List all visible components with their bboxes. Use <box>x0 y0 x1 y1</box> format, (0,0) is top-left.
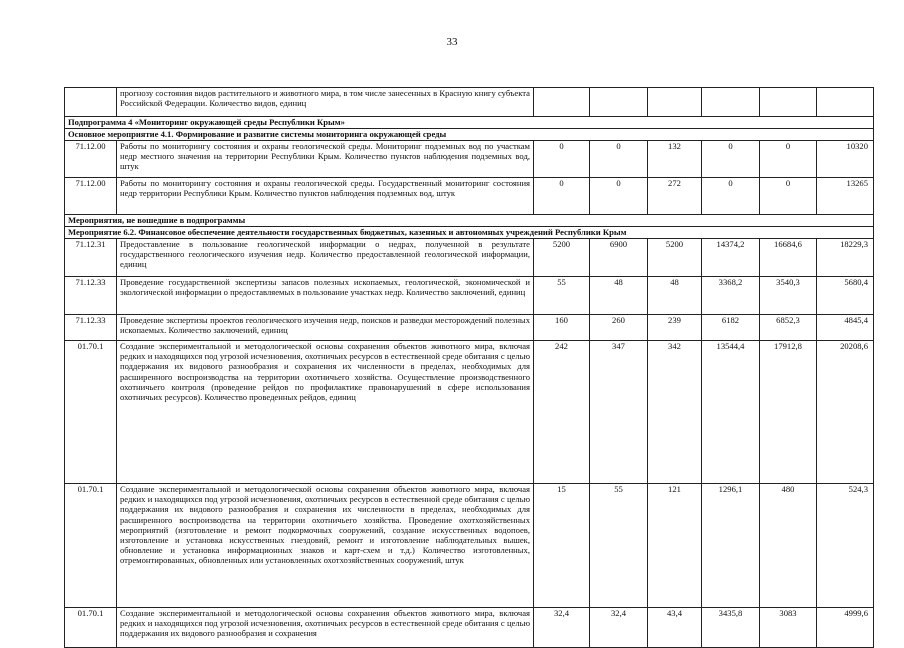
table-row <box>65 88 874 117</box>
value-cell-3: 239 <box>648 315 702 341</box>
okved-code-cell: 71.12.33 <box>65 315 117 341</box>
value-cell-4 <box>702 88 760 117</box>
value-cell-1 <box>534 88 590 117</box>
okved-code-cell: 71.12.00 <box>65 141 117 178</box>
value-cell-1: 15 <box>534 484 590 608</box>
value-cell-5: 0 <box>760 141 817 178</box>
value-cell-5 <box>760 88 817 117</box>
value-cell-3 <box>648 88 702 117</box>
value-cell-4: 14374,2 <box>702 239 760 277</box>
value-cell-3: 48 <box>648 277 702 315</box>
okved-code-cell: 01.70.1 <box>65 341 117 484</box>
value-cell-6 <box>817 88 874 117</box>
section-heading-row <box>65 215 874 227</box>
value-cell-6: 4999,6 <box>817 608 874 648</box>
section-heading: Мероприятие 6.2. Финансовое обеспечение деятельности государственных бюджетных, казенных и автономных учреждений Республики Крым <box>65 227 874 239</box>
okved-code-cell: 71.12.31 <box>65 239 117 277</box>
table-row <box>65 341 874 484</box>
section-heading-row <box>65 129 874 141</box>
value-cell-1: 242 <box>534 341 590 484</box>
value-cell-1: 0 <box>534 178 590 215</box>
value-cell-2: 260 <box>590 315 648 341</box>
value-cell-4: 0 <box>702 178 760 215</box>
table-row <box>65 315 874 341</box>
table-row <box>65 239 874 277</box>
okved-code-cell: 01.70.1 <box>65 608 117 648</box>
value-cell-6: 10320 <box>817 141 874 178</box>
value-cell-6: 5680,4 <box>817 277 874 315</box>
section-heading-row <box>65 117 874 129</box>
value-cell-3: 5200 <box>648 239 702 277</box>
value-cell-1: 0 <box>534 141 590 178</box>
description-cell: Проведение экспертизы проектов геологического изучения недр, поисков и разведки месторождений полезных ископаемых. Количество заключений, единиц <box>117 315 534 341</box>
value-cell-6: 18229,3 <box>817 239 874 277</box>
description-cell: Создание экспериментальной и методологической основы сохранения объектов животного мира, включая редких и находящихся под угрозой исчезновения, охотничьих ресурсов в естественной среде обитания с целью поддержания их видового разнообразия и сохранения их численности в пределах, необходимых для расширенного воспроизводства на территории охотничьего хозяйства. Осуществление производственного охотничьего контроля (проведение рейдов по профилактике правонарушений в сфере использования охотничьих ресурсов). Количество проведенных рейдов, единиц <box>117 341 534 484</box>
table-row <box>65 277 874 315</box>
value-cell-2: 347 <box>590 341 648 484</box>
page-number: 33 <box>446 36 458 48</box>
value-cell-5: 17912,8 <box>760 341 817 484</box>
value-cell-1: 55 <box>534 277 590 315</box>
value-cell-5: 6852,3 <box>760 315 817 341</box>
description-cell: Работы по мониторингу состояния и охраны геологической среды. Государственный мониторинг состояния недр территории Республики Крым. Количество пунктов наблюдения подземных вод, штук <box>117 178 534 215</box>
table-row <box>65 178 874 215</box>
section-heading: Подпрограмма 4 «Мониторинг окружающей среды Республики Крым» <box>65 117 874 129</box>
value-cell-2: 6900 <box>590 239 648 277</box>
okved-code-cell <box>65 88 117 117</box>
value-cell-2: 32,4 <box>590 608 648 648</box>
description-cell: Проведение государственной экспертизы запасов полезных ископаемых, геологической, экономической и экологической информации о предоставляемых в пользование участках недр. Количество заключений, единиц <box>117 277 534 315</box>
value-cell-5: 3540,3 <box>760 277 817 315</box>
value-cell-4: 0 <box>702 141 760 178</box>
value-cell-5: 3083 <box>760 608 817 648</box>
value-cell-6: 20208,6 <box>817 341 874 484</box>
okved-code-cell: 71.12.00 <box>65 178 117 215</box>
value-cell-4: 6182 <box>702 315 760 341</box>
value-cell-5: 0 <box>760 178 817 215</box>
section-heading: Основное мероприятие 4.1. Формирование и развитие системы мониторинга окружающей среды <box>65 129 874 141</box>
description-cell: Работы по мониторингу состояния и охраны геологической среды. Мониторинг подземных вод по участкам недр местного значения на территории Республики Крым. Количество пунктов наблюдения подземных вод, штук <box>117 141 534 178</box>
description-cell: Создание экспериментальной и методологической основы сохранения объектов животного мира, включая редких и находящихся под угрозой исчезновения, охотничьих ресурсов в естественной среде обитания с целью поддержания их видового разнообразия и сохранения <box>117 608 534 648</box>
value-cell-3: 272 <box>648 178 702 215</box>
value-cell-1: 32,4 <box>534 608 590 648</box>
value-cell-3: 342 <box>648 341 702 484</box>
okved-code-cell: 71.12.33 <box>65 277 117 315</box>
value-cell-2: 48 <box>590 277 648 315</box>
value-cell-6: 524,3 <box>817 484 874 608</box>
section-heading: Мероприятия, не вошедшие в подпрограммы <box>65 215 874 227</box>
table-row <box>65 484 874 608</box>
value-cell-2: 0 <box>590 141 648 178</box>
value-cell-5: 480 <box>760 484 817 608</box>
value-cell-6: 13265 <box>817 178 874 215</box>
value-cell-1: 160 <box>534 315 590 341</box>
value-cell-3: 43,4 <box>648 608 702 648</box>
value-cell-3: 132 <box>648 141 702 178</box>
value-cell-2: 0 <box>590 178 648 215</box>
description-cell: Предоставление в пользование геологической информации о недрах, полученной в результате государственного геологического изучения недр. Количество предоставленной геологической информации, единиц <box>117 239 534 277</box>
table-row <box>65 141 874 178</box>
description-cell: Создание экспериментальной и методологической основы сохранения объектов животного мира, включая редких и находящихся под угрозой исчезновения, охотничьих ресурсов в естественной среде обитания с целью поддержания их видового разнообразия и сохранения их численности в пределах, необходимых для расширенного воспроизводства на территории охотничьего хозяйства. Проведение охотхозяйственных мероприятий (изготовление и ремонт подкормочных сооружений, создание искусственных водопоев, изготовление и установка искусственных гнездовий, ремонт и изготовление наблюдательных вышек, обновление и установка информационных знаков и карт-схем и т.д.) Количество изготовленных, отремонтированных, обновленных или установленных охотхозяйственных сооружений, штук <box>117 484 534 608</box>
value-cell-3: 121 <box>648 484 702 608</box>
value-cell-2: 55 <box>590 484 648 608</box>
value-cell-4: 3368,2 <box>702 277 760 315</box>
value-cell-5: 16684,6 <box>760 239 817 277</box>
value-cell-2 <box>590 88 648 117</box>
indicators-table <box>64 87 874 648</box>
value-cell-6: 4845,4 <box>817 315 874 341</box>
value-cell-4: 13544,4 <box>702 341 760 484</box>
value-cell-1: 5200 <box>534 239 590 277</box>
section-heading-row <box>65 227 874 239</box>
description-cell: прогнозу состояния видов растительного и животного мира, в том числе занесенных в Красную книгу субъекта Российской Федерации. Количество видов, единиц <box>117 88 534 117</box>
table-row <box>65 608 874 648</box>
value-cell-4: 3435,8 <box>702 608 760 648</box>
value-cell-4: 1296,1 <box>702 484 760 608</box>
okved-code-cell: 01.70.1 <box>65 484 117 608</box>
